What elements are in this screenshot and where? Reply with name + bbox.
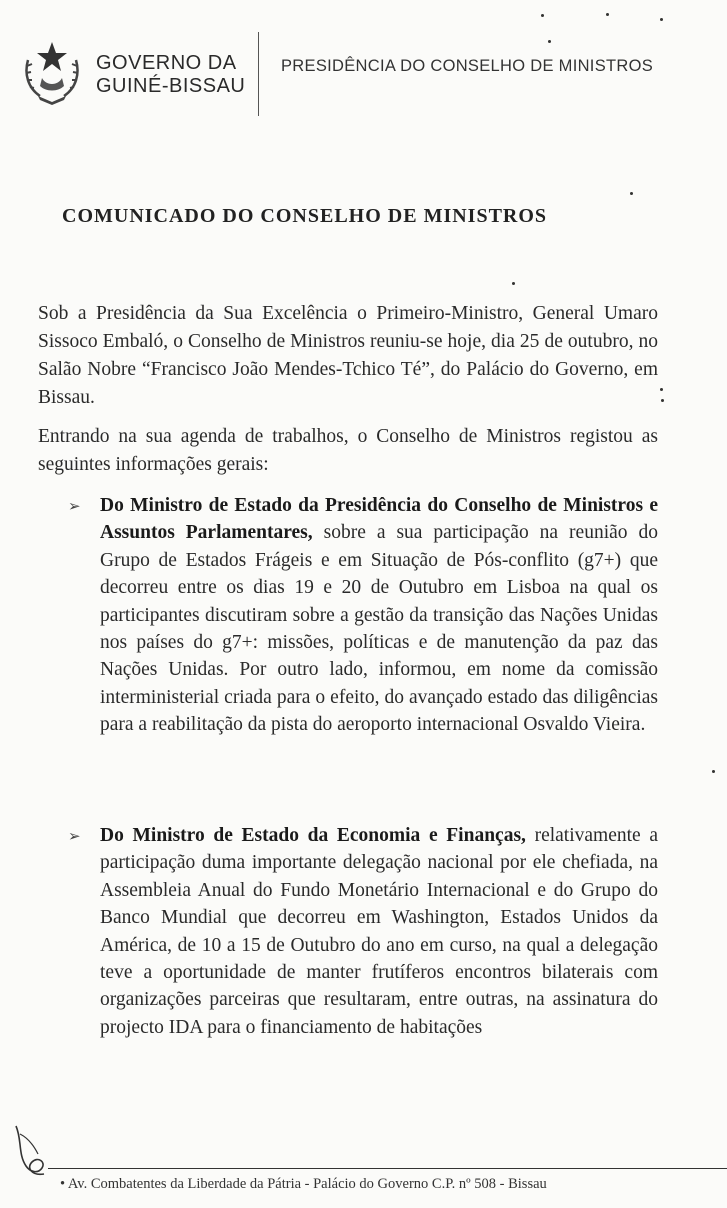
list-item <box>68 492 658 739</box>
footer-address: • Av. Combatentes da Liberdade da Pátria - Palácio do Governo C.P. nº 508 - Bissau <box>60 1176 547 1192</box>
government-name <box>96 52 245 98</box>
arrow-bullet-icon: ➢ <box>68 827 81 845</box>
document-title: COMUNICADO DO CONSELHO DE MINISTROS <box>62 205 548 227</box>
arrow-bullet-icon: ➢ <box>68 497 81 515</box>
signature-mark <box>8 1120 58 1180</box>
government-name-line1: GOVERNO DA <box>96 52 237 74</box>
list-item-text: sobre a sua participação na reunião do Grupo de Estados Frágeis e em Situação de Pós-conflito (g7+) que decorreu entre os dias 19 e 20 de Outubro em Lisboa na qual os participantes discutiram sobre a gestão da transição das Nações Unidas nos países do g7+: missões, políticas e de manutenção da paz das Nações Unidas. Por outro lado, informou, em nome da comissão interministerial criada para o efeito, do avançado estado das diligências para a reabilitação da pista do aeroporto internacional Osvaldo Vieira. <box>100 522 658 736</box>
list-item-lead: Do Ministro de Estado da Economia e Finanças, <box>100 825 526 846</box>
list-item <box>68 822 659 1041</box>
agenda-paragraph: Entrando na sua agenda de trabalhos, o Conselho de Ministros registou as seguintes informações gerais: <box>38 426 658 475</box>
intro-paragraph: Sob a Presidência da Sua Excelência o Primeiro-Ministro, General Umaro Sissoco Embaló, o Conselho de Ministros reuniu-se hoje, dia 25 de outubro, no Salão Nobre “Francisco João Mendes-Tchico Té”, do Palácio do Governo, em Bissau. <box>38 303 658 408</box>
list-item-lead: Do Ministro de Estado da Presidência do Conselho de Ministros e Assuntos Parlamentares, <box>100 495 658 544</box>
government-name-line2: GUINÉ-BISSAU <box>96 75 246 97</box>
header-divider <box>258 32 259 116</box>
coat-of-arms-icon <box>20 40 84 106</box>
footer-address-text: Av. Combatentes da Liberdade da Pátria - Palácio do Governo C.P. nº 508 - Bissau <box>67 1176 547 1192</box>
presidency-heading: PRESIDÊNCIA DO CONSELHO DE MINISTROS <box>281 57 654 75</box>
list-item-text: relativamente a participação duma importante delegação nacional por ele chefiada, na Assembleia Anual do Fundo Monetário Internacional e do Grupo do Banco Mundial que decorreu em Washington, Estados Unidos da América, de 10 a 15 de Outubro do ano em curso, na qual a delegação teve a oportunidade de manter frutíferos encontros bilaterais com organizações parceiras que resultaram, entre outras, na assinatura do projecto IDA para o financiamento de habitações <box>100 825 659 1038</box>
footer-divider <box>48 1168 727 1169</box>
